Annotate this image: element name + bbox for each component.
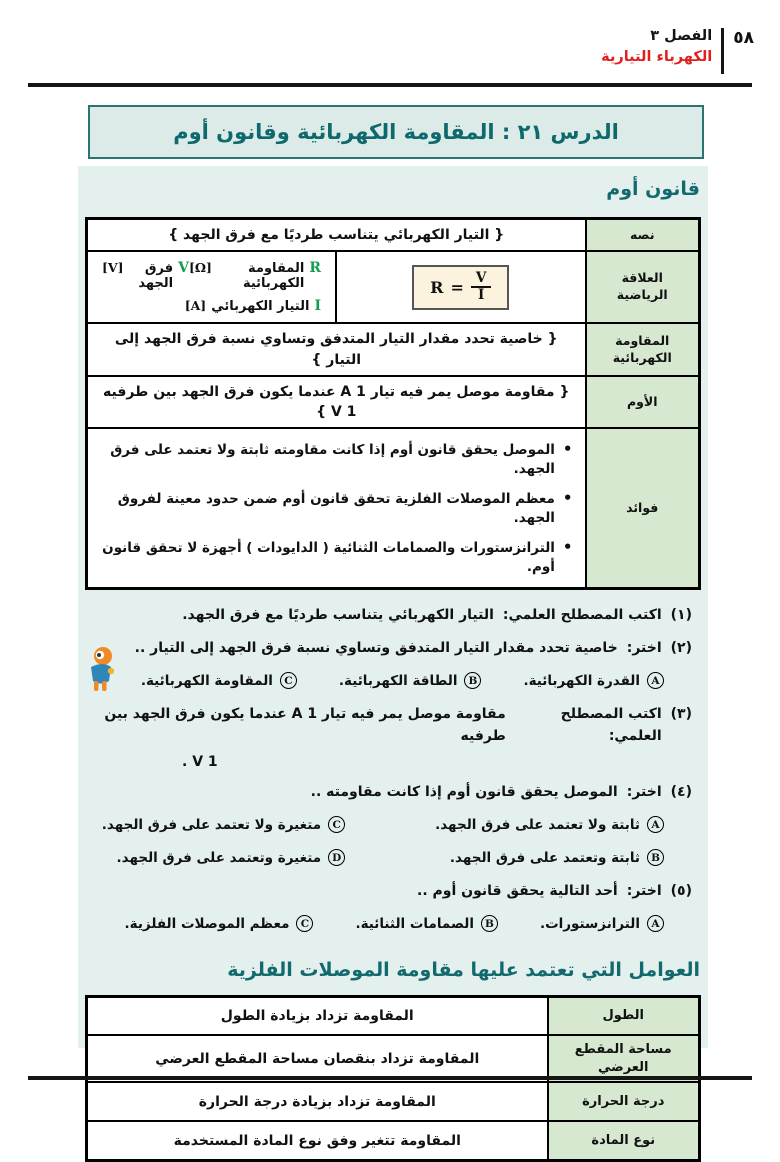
choice-letter-icon: A [647, 816, 664, 833]
row-label: المقاومة الكهربائية [586, 323, 700, 376]
legend-item [102, 260, 189, 291]
section-heading-factors: العوامل التي تعتمد عليها مقاومة الموصلات الفلزية [227, 958, 700, 981]
choice-d [102, 847, 345, 869]
question-number: (٣) [670, 705, 692, 722]
row-value: المقاومة تزداد بنقصان مساحة المقطع العرضي [87, 1035, 548, 1082]
symbol-V-name: فرق الجهد [138, 261, 174, 292]
chapter-label: الفصل ٣ [650, 28, 713, 44]
lesson-title: الدرس ٢١ : المقاومة الكهربائية وقانون أوم [173, 120, 619, 144]
choice-letter-icon: B [464, 672, 481, 689]
question-number: (٤) [670, 783, 692, 800]
legend-item [185, 298, 321, 314]
question-prefix: اختر: [626, 783, 662, 800]
question-3 [88, 703, 692, 747]
formula-denominator: I [477, 287, 485, 304]
symbol-legend [96, 257, 327, 317]
question-3-continuation: 1 V . [182, 753, 218, 770]
choice-a [540, 913, 664, 935]
table-row [87, 996, 700, 1035]
list-item: • الموصل يحقق قانون أوم إذا كانت مقاومته ثابتة ولا تعتمد على فرق الجهد. [100, 439, 573, 479]
question-text: خاصية تحدد مقدار التيار المتدفق وتساوي نسبة فرق الجهد إلى التيار .. [134, 639, 618, 656]
question-number: (٢) [670, 639, 692, 656]
choice-letter-icon: A [647, 672, 664, 689]
question-text: الموصل يحقق قانون أوم إذا كانت مقاومته .. [310, 783, 618, 800]
list-item: • معظم الموصلات الفلزية تحقق قانون أوم ضمن حدود معينة لفروق الجهد. [100, 488, 573, 528]
legend-row [102, 260, 321, 291]
choice-letter-icon: C [328, 816, 345, 833]
choice-c [102, 814, 345, 836]
table-row [87, 1121, 700, 1160]
choice-text: المقاومة الكهربائية. [140, 672, 273, 689]
symbol-R-unit: [Ω] [189, 260, 212, 276]
table-row [87, 376, 700, 429]
legend-cell [87, 251, 337, 323]
row-label: فوائد [586, 428, 700, 588]
row-value: المقاومة تزداد بزيادة الطول [87, 996, 548, 1035]
ohm-definition: { مقاومة موصل يمر فيه تيار 1 A عندما يكون فرق الجهد بين طرفيه 1 V } [87, 376, 586, 429]
symbol-V-unit: [V] [102, 260, 124, 276]
choice-letter-icon: A [647, 915, 664, 932]
choice-b [339, 670, 482, 692]
symbol-R-name: المقاومة الكهربائية [242, 261, 305, 292]
formula-fraction [471, 271, 491, 304]
symbol-I: I [314, 298, 321, 315]
formula-lhs: R [430, 277, 444, 297]
symbol-R: R [309, 260, 321, 277]
section-heading-ohm-law: قانون أوم [606, 178, 700, 200]
row-value: المقاومة تزداد بزيادة درجة الحرارة [87, 1082, 548, 1121]
question-text: مقاومة موصل يمر فيه تيار 1 A عندما يكون فرق الجهد بين طرفيه [104, 705, 506, 744]
question-2 [88, 637, 692, 659]
choice-c [141, 670, 297, 692]
choice-c [125, 913, 314, 935]
choice-b [435, 847, 664, 869]
row-label: درجة الحرارة [548, 1082, 700, 1121]
choice-text: الطاقة الكهربائية. [338, 672, 458, 689]
symbol-I-unit: [A] [184, 298, 207, 314]
choice-text: متغيرة ولا تعتمد على فرق الجهد. [101, 816, 322, 833]
question-4 [88, 781, 692, 803]
lesson-banner [88, 105, 704, 159]
question-1 [88, 604, 692, 626]
row-value: المقاومة تتغير وفق نوع المادة المستخدمة [87, 1121, 548, 1160]
row-label: مساحة المقطع العرضي [548, 1035, 700, 1082]
question-prefix: اختر: [626, 639, 662, 656]
page-number: ٥٨ [733, 28, 754, 48]
benefits-cell [87, 428, 586, 588]
ohm-law-table [85, 217, 701, 590]
row-label: نوع المادة [548, 1121, 700, 1160]
question-prefix: اختر: [626, 882, 662, 899]
choice-letter-icon: C [280, 672, 297, 689]
chapter-block [601, 28, 712, 65]
table-row [87, 219, 700, 252]
question-4-choices [88, 814, 692, 869]
page-content [78, 87, 708, 1162]
choice-text: معظم الموصلات الفلزية. [124, 915, 290, 932]
table-row [87, 1082, 700, 1121]
question-number: (٥) [670, 882, 692, 899]
bottom-rule [28, 1076, 752, 1080]
table-row [87, 251, 700, 323]
choice-text: ثابتة وتعتمد على فرق الجهد. [449, 849, 640, 866]
choice-text: ثابتة ولا تعتمد على فرق الجهد. [435, 816, 640, 833]
question-text: التيار الكهربائي يتناسب طرديًا مع فرق الجهد. [182, 606, 494, 623]
subject-label: الكهرباء التيارية [601, 49, 713, 65]
formula-cell [336, 251, 586, 323]
row-label: الأوم [586, 376, 700, 429]
question-5 [88, 880, 692, 902]
legend-row [102, 298, 321, 314]
choice-text: القدرة الكهربائية. [523, 672, 640, 689]
header-divider [721, 28, 724, 74]
row-label: العلاقة الرياضية [586, 251, 700, 323]
choice-text: الصمامات الثنائية. [355, 915, 474, 932]
row-label: نصه [586, 219, 700, 252]
choice-letter-icon: C [296, 915, 313, 932]
choice-letter-icon: D [328, 849, 345, 866]
formula-equals: = [450, 277, 464, 297]
page-header [601, 28, 754, 74]
choice-a [435, 814, 664, 836]
list-item: • الترانزستورات والصمامات الثنائية ( الدايودات ) أجهزة لا تحقق قانون أوم. [100, 537, 573, 577]
question-prefix: اكتب المصطلح العلمي: [560, 705, 662, 744]
symbol-I-name: التيار الكهربائي [211, 299, 310, 315]
question-text: أحد التالية يحقق قانون أوم .. [417, 882, 618, 899]
legend-item [189, 260, 321, 291]
question-2-choices [88, 670, 692, 692]
choice-b [355, 913, 498, 935]
choice-text: الترانزستورات. [539, 915, 640, 932]
formula-box [412, 265, 509, 310]
statement-text: { التيار الكهربائي يتناسب طرديًا مع فرق الجهد } [87, 219, 586, 252]
row-label: الطول [548, 996, 700, 1035]
table-row [87, 428, 700, 588]
symbol-V: V [178, 260, 189, 277]
formula-numerator: V [471, 271, 491, 289]
questions-list [88, 604, 692, 935]
benefits-list [96, 434, 577, 581]
question-prefix: اكتب المصطلح العلمي: [502, 606, 662, 623]
resistance-definition: { خاصية تحدد مقدار التيار المتدفق وتساوي نسبة فرق الجهد إلى التيار } [87, 323, 586, 376]
choice-a [523, 670, 664, 692]
choice-text: متغيرة وتعتمد على فرق الجهد. [116, 849, 322, 866]
question-5-choices [88, 913, 692, 935]
cartoon-mascot-icon [84, 645, 116, 697]
choice-letter-icon: B [647, 849, 664, 866]
question-number: (١) [670, 606, 692, 623]
table-row [87, 323, 700, 376]
choice-letter-icon: B [481, 915, 498, 932]
